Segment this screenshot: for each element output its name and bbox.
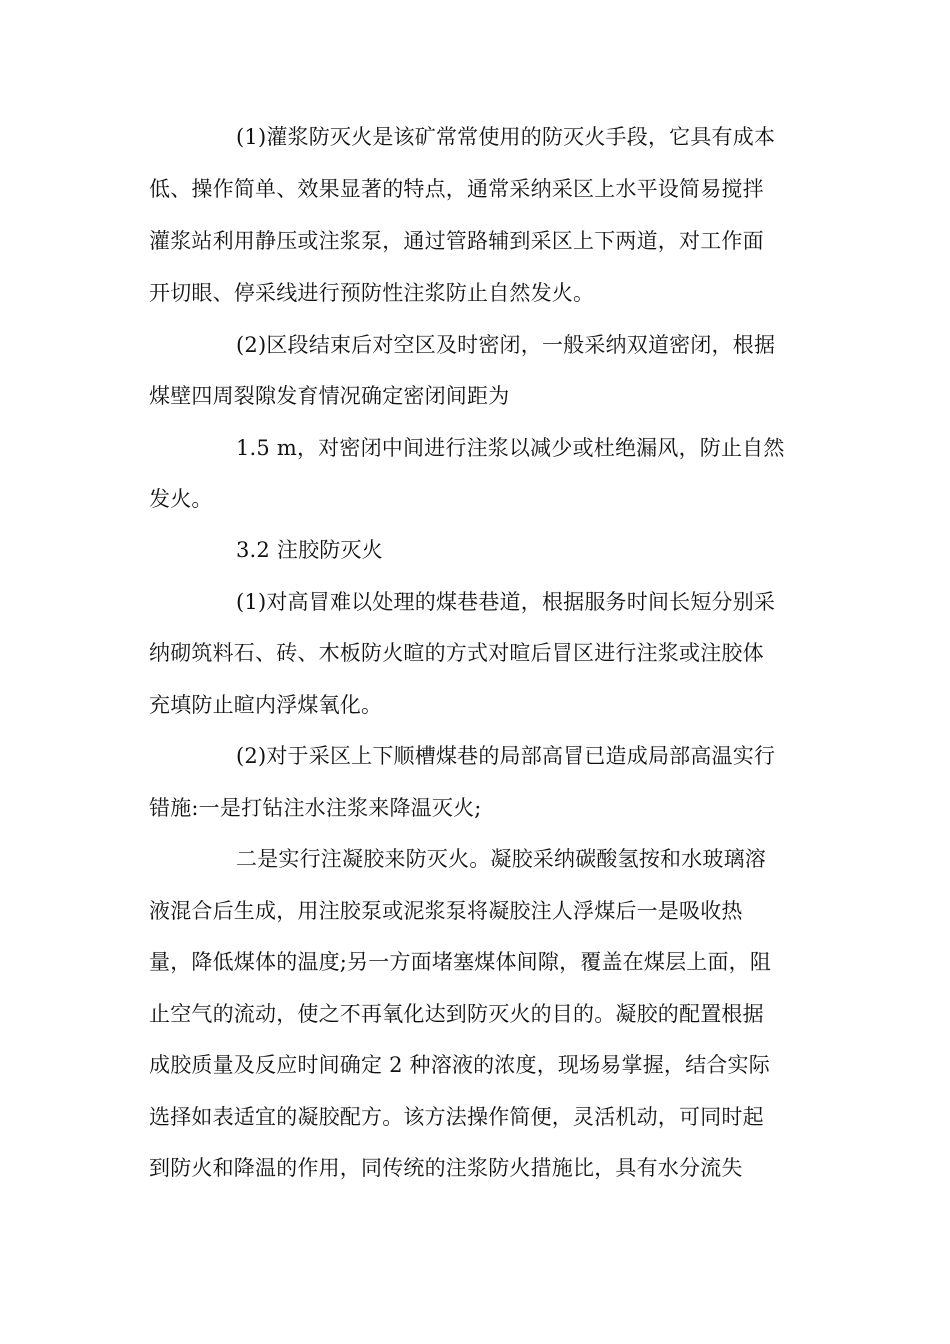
text-line: 止空气的流动，使之不再氧化达到防灭火的目的。凝胶的配置根据 (149, 1002, 764, 1026)
text-line: (2)对于采区上下顺槽煤巷的局部高冒已造成局部高温实行 (236, 744, 776, 768)
text-line: 选择如表适宜的凝胶配方。该方法操作简便，灵活机动，可同时起 (149, 1105, 764, 1129)
text-line: 开切眼、停采线进行预防性注浆防止自然发火。 (149, 281, 595, 305)
text-line: 纳砌筑料石、砖、木板防火暄的方式对暄后冒区进行注浆或注胶体 (149, 641, 764, 665)
text-line: 1.5 m，对密闭中间进行注浆以减少或杜绝漏风，防止自然 (236, 436, 785, 460)
text-line: 液混合后生成，用注胶泵或泥浆泵将凝胶注人浮煤后一是吸收热 (149, 899, 743, 923)
text-line: 量，降低煤体的温度;另一方面堵塞煤体间隙，覆盖在煤层上面，阻 (149, 950, 772, 974)
text-line: (1)对高冒难以处理的煤巷巷道，根据服务时间长短分别采 (236, 590, 776, 614)
text-line: (1)灌浆防灭火是该矿常常使用的防灭火手段，它具有成本 (236, 125, 776, 149)
text-line: (2)区段结束后对空区及时密闭，一般采纳双道密闭，根据 (236, 333, 776, 357)
text-line: 到防火和降温的作用，同传统的注浆防火措施比，具有水分流失 (149, 1156, 743, 1180)
text-line: 错施:一是打钻注水注浆来降温灭火; (149, 796, 482, 820)
text-line: 灌浆站利用静压或注浆泵，通过管路辅到采区上下两道，对工作面 (149, 229, 764, 253)
text-line: 充填防止暄内浮煤氧化。 (149, 693, 383, 717)
text-line: 二是实行注凝胶来防灭火。凝胶采纳碳酸氢按和水玻璃溶 (236, 847, 766, 871)
section-heading: 3.2 注胶防灭火 (236, 538, 383, 562)
text-line: 煤壁四周裂隙发育情况确定密闭间距为 (149, 384, 510, 408)
text-line: 低、操作简单、效果显著的特点，通常采纳采区上水平设简易搅拌 (149, 177, 764, 201)
text-line: 成胶质量及反应时间确定 2 种溶液的浓度，现场易掌握，结合实际 (149, 1053, 770, 1077)
text-line: 发火。 (149, 487, 213, 511)
